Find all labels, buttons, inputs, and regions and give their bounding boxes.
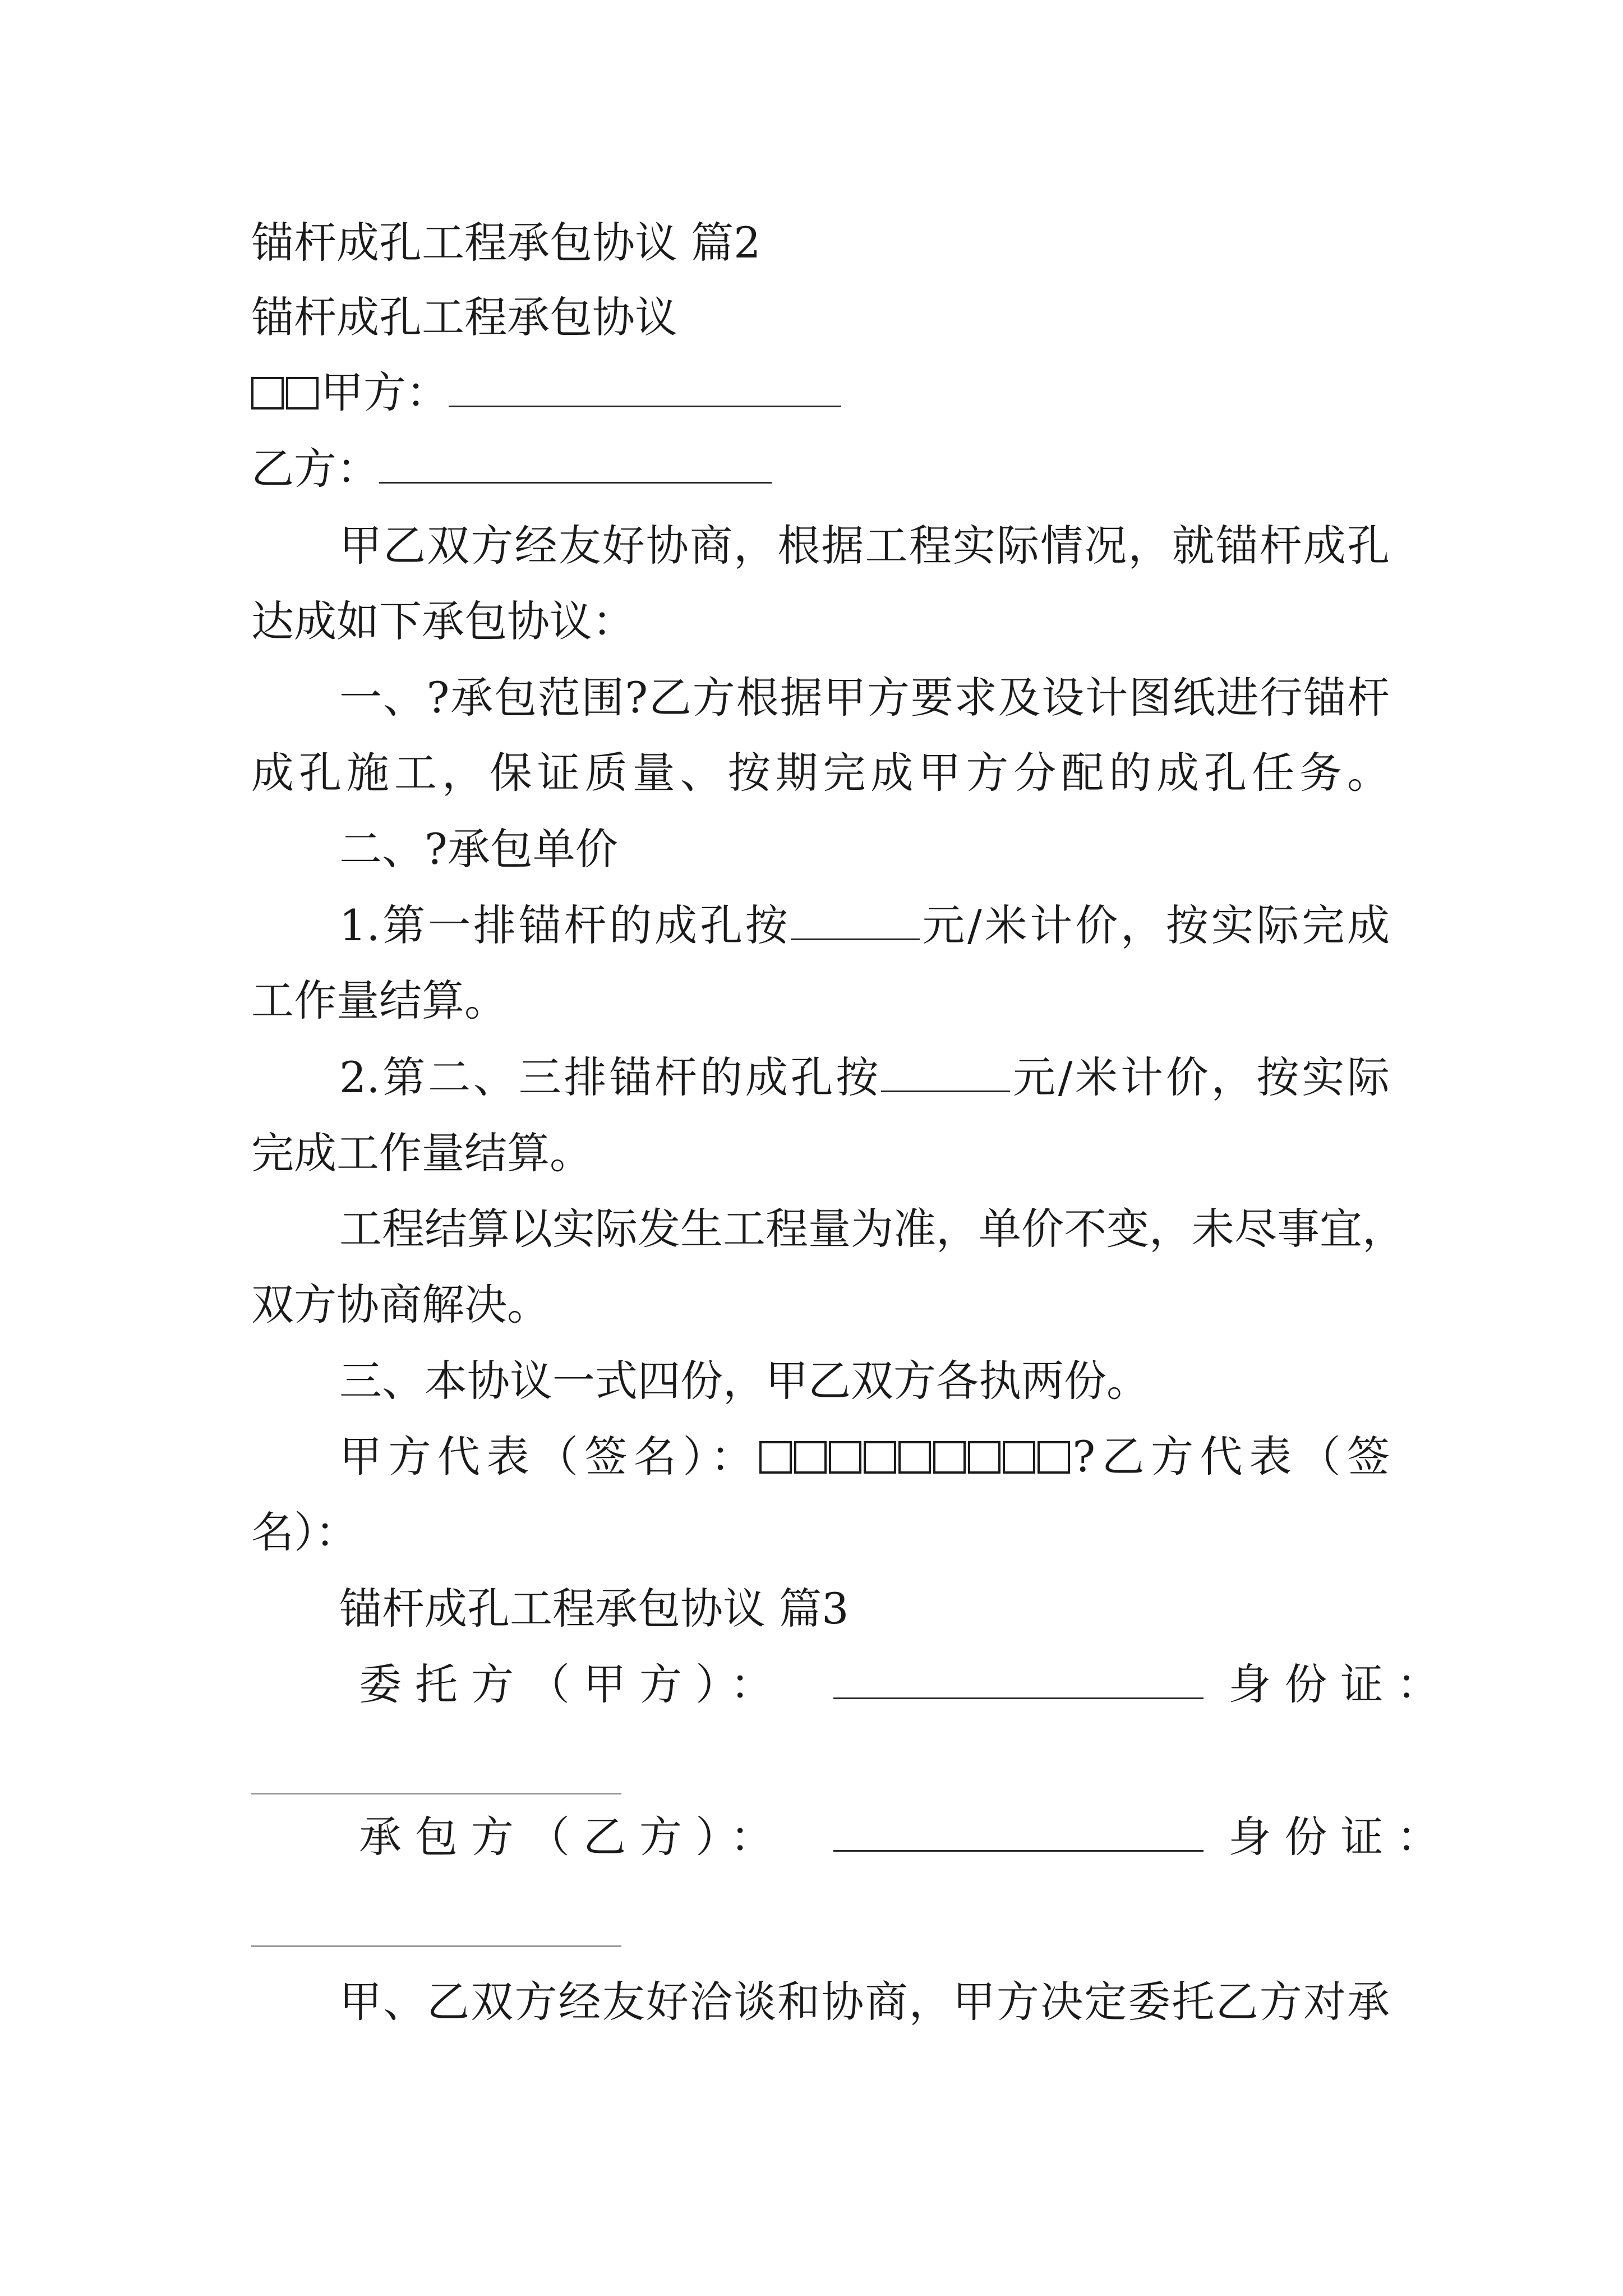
paragraph-line: 名）： <box>251 1507 358 1557</box>
party-b-rep-label: ?乙方代表（签 <box>1072 1432 1390 1481</box>
client-id-label: 身份证： <box>1228 1659 1453 1709</box>
signature-line <box>339 1430 1390 1484</box>
party-a-rep-label: 甲方代表（签名）： <box>339 1432 760 1481</box>
party-b-line <box>251 442 1390 496</box>
section-heading-3: 锚杆成孔工程承包协议 篇3 <box>339 1584 849 1634</box>
party-b-blank <box>379 446 772 484</box>
contractor-label: 承包方（乙方）： <box>359 1812 786 1862</box>
clause-scope: 一、?承包范围?乙方根据甲方要求及设计图纸进行锚杆 <box>339 673 1390 723</box>
party-a-line <box>251 366 1390 420</box>
paragraph-line: 工作量结算。 <box>251 976 507 1025</box>
paragraph-line: 完成工作量结算。 <box>251 1128 592 1178</box>
price-item-2 <box>339 1051 1390 1105</box>
price-item-1-unit: 元/米计价，按实际完成 <box>919 900 1390 950</box>
price-blank-1 <box>791 903 920 940</box>
placeholder-box <box>286 377 319 409</box>
placeholder-box <box>251 377 284 409</box>
price-item-2-text: 2.第二、三排锚杆的成孔按 <box>339 1052 882 1102</box>
client-line <box>359 1658 1453 1711</box>
party-a-label: 甲方： <box>321 367 449 417</box>
contractor-id-label: 身份证： <box>1228 1812 1453 1862</box>
contractor-blank <box>833 1814 1204 1852</box>
paragraph-line: 甲、乙双方经友好洽谈和协商，甲方决定委托乙方对承 <box>339 1977 1390 2027</box>
clause-copies: 三、本协议一式四份，甲乙双方各执两份。 <box>339 1356 1149 1406</box>
paragraph-line: 双方协商解决。 <box>251 1280 550 1329</box>
price-blank-2 <box>881 1055 1010 1092</box>
party-a-blank <box>449 370 841 407</box>
paragraph-line: 甲乙双方经友好协商，根据工程实际情况，就锚杆成孔 <box>339 521 1390 570</box>
contractor-line <box>359 1810 1453 1864</box>
client-blank <box>833 1662 1204 1699</box>
paragraph-line: 达成如下承包协议： <box>251 596 635 646</box>
client-label: 委托方（甲方）： <box>359 1659 786 1709</box>
price-item-1 <box>339 899 1390 953</box>
price-item-2-unit: 元/米计价，按实际 <box>1010 1052 1390 1102</box>
agreement-title: 锚杆成孔工程承包协议 <box>251 292 677 342</box>
clause-unit-price: 二、?承包单价 <box>339 824 618 874</box>
signature-boxes <box>759 1432 1072 1481</box>
party-b-label: 乙方： <box>251 444 379 494</box>
paragraph-line: 成孔施工，保证质量、按期完成甲方分配的成孔任务。 <box>251 748 1390 798</box>
paragraph-line: 工程结算以实际发生工程量为准，单价不变，未尽事宜， <box>339 1204 1405 1254</box>
contractor-id-blank <box>251 1945 621 1947</box>
price-item-1-text: 1.第一排锚杆的成孔按 <box>339 900 791 950</box>
section-heading-2: 锚杆成孔工程承包协议 篇2 <box>251 218 761 268</box>
client-id-blank <box>251 1793 621 1795</box>
